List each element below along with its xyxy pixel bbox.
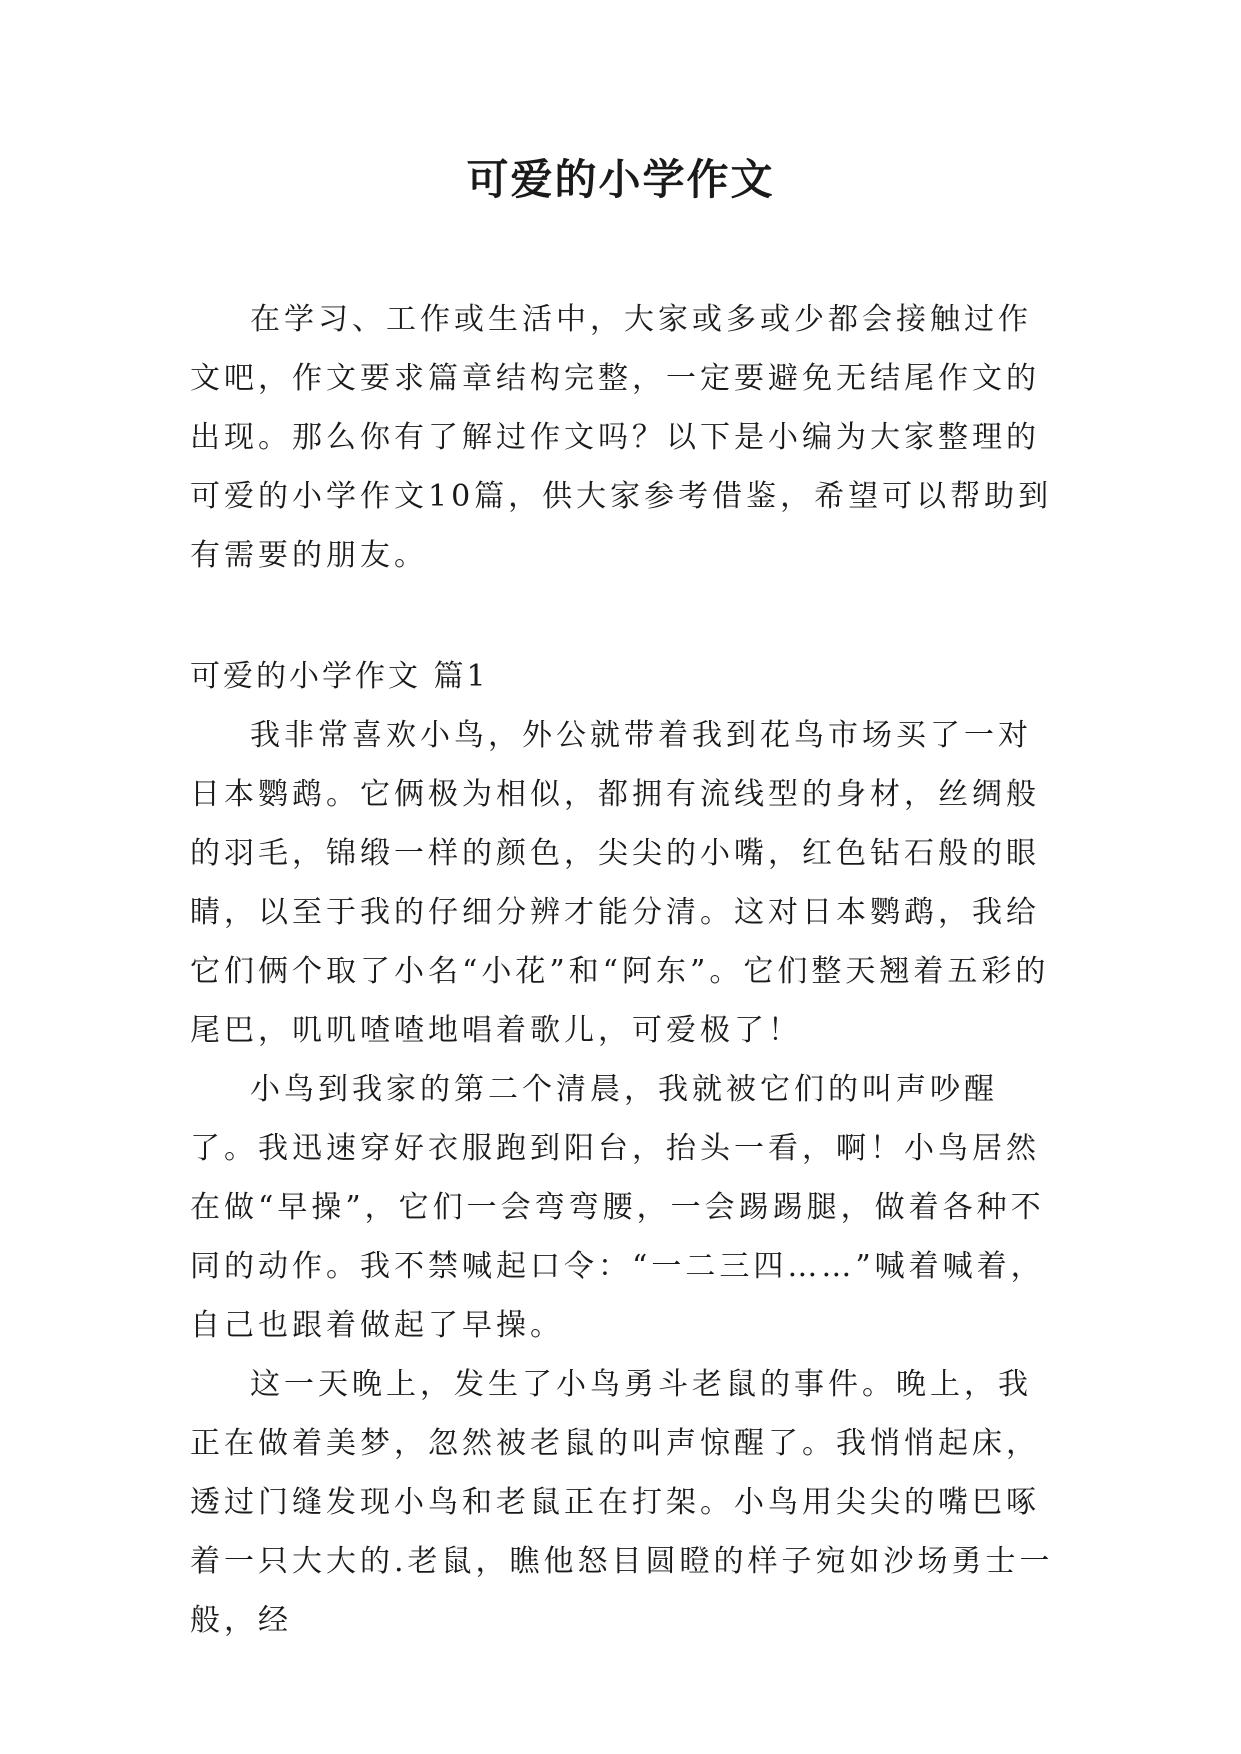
body-paragraph-2: 小鸟到我家的第二个清晨，我就被它们的叫声吵醒了。我迅速穿好衣服跑到阳台，抬头一看，啊！小鸟居然在做“早操”，它们一会弯弯腰，一会踢踢腿，做着各种不同的动作。我不禁喊起口令：“一二三四……”喊着喊着，自己也跟着做起了早操。 — [190, 1072, 1045, 1343]
document-body — [190, 290, 1055, 1650]
section-heading: 可爱的小学作文 篇1 — [190, 659, 489, 694]
body-paragraph-3: 这一天晚上，发生了小鸟勇斗老鼠的事件。晚上，我正在做着美梦，忽然被老鼠的叫声惊醒了。我悄悄起床，透过门缝发现小鸟和老鼠正在打架。小鸟用尖尖的嘴巴啄着一只大大的.老鼠，瞧他怒目圆瞪的样子宛如沙场勇士一般，经 — [190, 1367, 1054, 1638]
intro-paragraph: 在学习、工作或生活中，大家或多或少都会接触过作文吧，作文要求篇章结构完整，一定要避免无结尾作文的出现。那么你有了解过作文吗？以下是小编为大家整理的可爱的小学作文10篇，供大家参考借鉴，希望可以帮助到有需要的朋友。 — [190, 302, 1053, 573]
document-title: 可爱的小学作文 — [466, 155, 775, 204]
body-paragraph-1: 我非常喜欢小鸟，外公就带着我到花鸟市场买了一对日本鹦鹉。它俩极为相似，都拥有流线型的身材，丝绸般的羽毛，锦缎一样的颜色，尖尖的小嘴，红色钻石般的眼睛，以至于我的仔细分辨才能分清。这对日本鹦鹉，我给它们俩个取了小名“小花”和“阿东”。它们整天翘着五彩的尾巴，叽叽喳喳地唱着歌儿，可爱极了！ — [190, 718, 1050, 1048]
